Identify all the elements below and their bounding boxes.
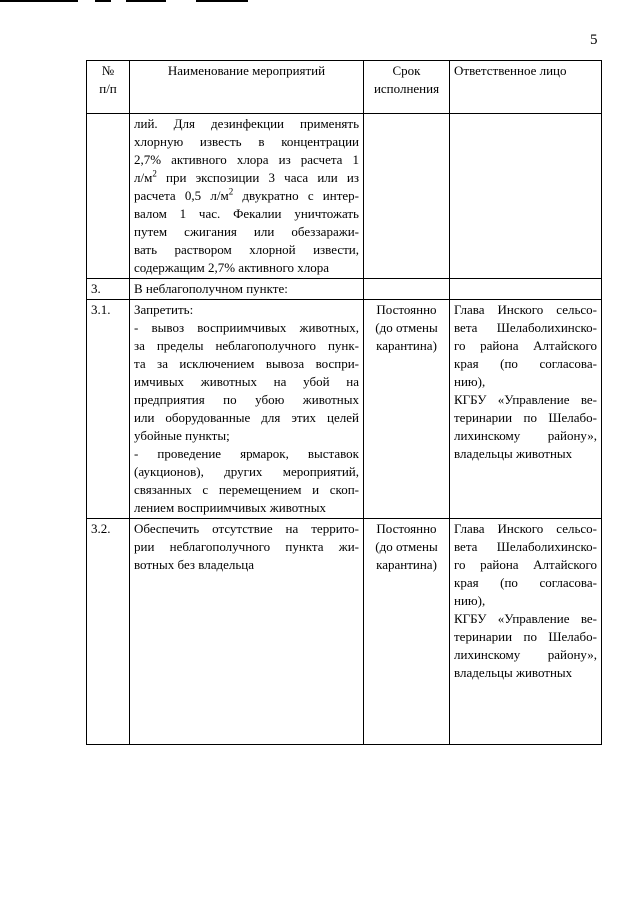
table-row [87,300,602,519]
row-number: 3.2. [87,519,130,745]
term-cell [364,114,450,279]
term-cell [364,279,450,300]
measure-text-line: лий. Для дезинфекции применять [134,116,359,131]
term-cell [364,519,450,745]
measure-text-line: содержащим 2,7% активного хлора [134,260,329,275]
measures-table [86,60,602,745]
section-title: В неблагополучном пункте: [130,279,364,300]
measure-text-line: - вывоз восприимчивых животных, [134,320,359,335]
responsible-line: вета Шелаболихинско- [454,320,597,335]
table-row [87,279,602,300]
responsible-line: лихинскому району», [454,428,597,443]
measure-text-line: за пределы неблагополучного пунк- [134,338,359,353]
responsible-line: вета Шелаболихинско- [454,539,597,554]
responsible-line: го района Алтайского [454,557,597,572]
table-row [87,519,602,745]
header-responsible: Ответственное лицо [450,61,602,114]
header-number-sign: № [101,63,115,78]
top-mark-line [196,0,248,2]
top-mark-line [0,0,78,2]
measure-text-line: рии неблагополучного пункта жи- [134,539,359,554]
row-number: 3. [87,279,130,300]
responsible-line: КГБУ «Управление ве- [454,611,597,626]
responsible-line: Глава Инского сельсо- [454,521,597,536]
term-cell [364,300,450,519]
measure-text-line: путем сжигания или обеззаражи- [134,224,359,239]
responsible-line: владельцы животных [454,665,573,680]
measure-text-line: 2,7% активного хлора из расчета 1 [134,152,359,167]
term-line: карантина) [376,338,437,353]
measure-text-line: предприятия по убою животных [134,392,359,407]
measure-text-line: убойные пункты; [134,428,230,443]
term-line: (до отмены [375,320,438,335]
term-line: карантина) [376,557,437,572]
measure-text-line: (аукционов), других мероприятий, [134,464,359,479]
responsible-cell [450,279,602,300]
measure-text-line: Обеспечить отсутствие на террито- [134,521,359,536]
term-line: Постоянно [376,302,437,317]
measure-text-line: та за исключением вывоза воспри- [134,356,359,371]
measure-text-line: - проведение ярмарок, выставок [134,446,359,461]
table-header-row [87,61,602,114]
measure-text-line: хлорную известь в концентрации [134,134,359,149]
measure-text-line: связанных с перемещением и скоп- [134,482,359,497]
responsible-line: КГБУ «Управление ве- [454,392,597,407]
measure-text-line: имчивых животных на убой на [134,374,359,389]
measure-text-line: вать раствором хлорной извести, [134,242,359,257]
header-number-abbr: п/п [99,81,117,96]
responsible-line: края (по согласова- [454,575,597,590]
responsible-line: теринарии по Шелабо- [454,629,597,644]
header-measure-name: Наименование мероприятий [130,61,364,114]
top-mark-line [95,0,111,2]
measure-name-cell [130,519,364,745]
measure-text-line: лением восприимчивых животных [134,500,326,515]
table-row [87,114,602,279]
term-line: (до отмены [375,539,438,554]
measure-name-cell [130,114,364,279]
responsible-line: края (по согласова- [454,356,597,371]
responsible-line: го района Алтайского [454,338,597,353]
responsible-cell [450,114,602,279]
superscript: 2 [152,168,157,179]
responsible-cell [450,519,602,745]
superscript: 2 [228,186,234,197]
row-number [87,114,130,279]
responsible-line: нию), [454,593,486,608]
measure-text-line: вотных без владельца [134,557,255,572]
measure-text-line: валом 1 час. Фекалии уничтожать [134,206,359,221]
responsible-line: нию), [454,374,486,389]
responsible-line: Глава Инского сельсо- [454,302,597,317]
top-mark-line [126,0,166,2]
page-number: 5 [590,32,598,48]
measure-text-line: $л/м^2$ при экспозиции 3 часа или из [134,168,359,185]
measure-text-line: или оборудованные для этих целей [134,410,359,425]
header-number [87,61,130,114]
header-term-line: Срок [392,63,421,78]
measure-text-line: Запретить: [134,302,194,317]
header-term [364,61,450,114]
measure-text-line: расчета 0,5 $л/м^2$ двукратно с интер- [134,186,360,203]
row-number: 3.1. [87,300,130,519]
header-term-line: исполнения [373,81,440,96]
responsible-cell [450,300,602,519]
responsible-line: лихинскому району», [454,647,597,662]
term-line: Постоянно [376,521,437,536]
responsible-line: владельцы животных [454,446,573,461]
measure-name-cell [130,300,364,519]
responsible-line: теринарии по Шелабо- [454,410,597,425]
